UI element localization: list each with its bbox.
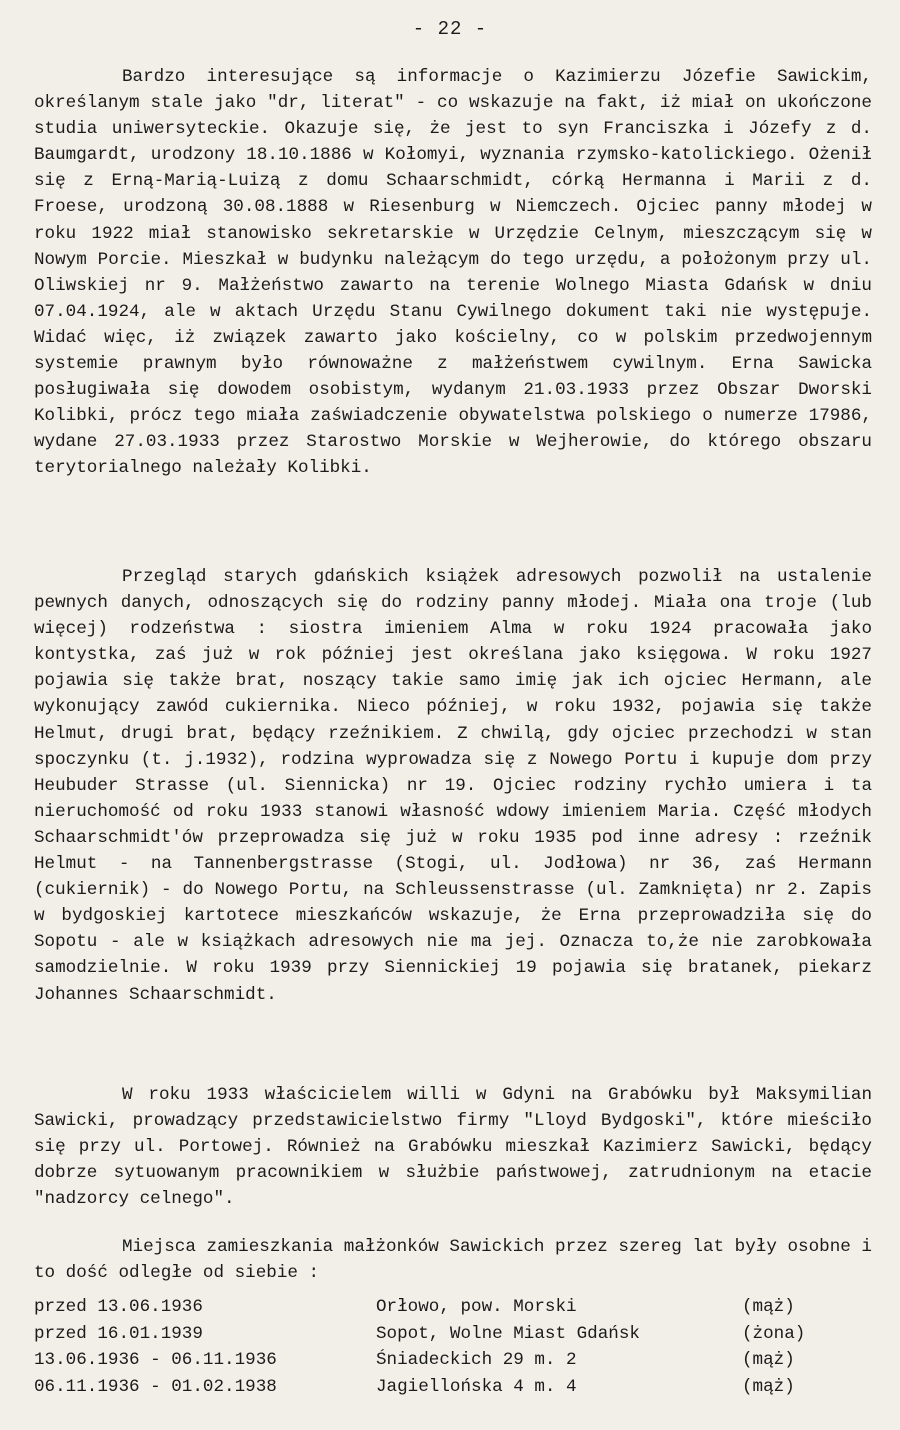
paragraph-residences-intro: Miejsca zamieszkania małżonków Sawickich przez szereg lat były osobne i to dość odległe od siebie : <box>34 1237 872 1284</box>
residence-date: 13.06.1936 - 06.11.1936 <box>34 1350 277 1371</box>
residence-person: (mąż) <box>742 1350 795 1371</box>
residence-row <box>34 1294 872 1321</box>
residence-person: (żona) <box>742 1323 806 1344</box>
residence-person: (mąż) <box>742 1297 795 1317</box>
residence-row <box>34 1347 872 1374</box>
paragraph-bride-family: Przegląd starych gdańskich książek adresowych pozwolił na ustalenie pewnych danych, odnoszących się do rodziny panny młodej. Miała ona troje (lub więcej) rodzeństwa : siostra imieniem Alma w roku 1924 pracowała jako kontystka, zaś już w rok później jest określana jako księgowa. W roku 1927 pojawia się także brat, noszący takie samo imię jak ich ojciec Hermann, ale wykonujący zawód cukiernika. Nieco później, w roku 1932, pojawia się także Helmut, drugi brat, będący rzeźnikiem. Z chwilą, gdy ojciec przechodzi w stan spoczynku (t. j.1932), rodzina wyprowadza się z Nowego Portu i kupuje dom przy Heubuder Strasse (ul. Siennicka) nr 19. Ojciec rodziny rychło umiera i ta nieruchomość od roku 1933 stanowi własność wdowy imieniem Maria. Część młodych Schaarschmidt'ów przeprowadza się już w roku 1935 pod inne adresy : rzeźnik Helmut - na Tannenbergstrasse (Stogi, ul. Jodłowa) nr 36, zaś Hermann (cukiernik) - do Nowego Portu, na Schleussenstrasse (ul. Zamknięta) nr 2. Zapis w bydgoskiej kartotece mieszkańców wskazuje, że Erna przeprowadziła się do Sopotu - ale w książkach adresowych nie ma jej. Oznacza to,że nie zarobkowała samodzielnie. W roku 1939 przy Siennickiej 19 pojawia się bratanek, piekarz Johannes Schaarschmidt. <box>34 567 872 1005</box>
residence-place: Sopot, Wolne Miast Gdańsk <box>376 1323 640 1344</box>
paragraph-grabowek-residents: W roku 1933 właścicielem willi w Gdyni na Grabówku był Maksymilian Sawicki, prowadzący przedstawicielstwo firmy "Lloyd Bydgoski", które mieściło się przy ul. Portowej. Również na Grabówku mieszkał Kazimierz Sawicki, będący dobrze sytuowanym pracownikiem w służbie państwowej, zatrudnionym na etacie "nadzorcy celnego". <box>34 1085 872 1210</box>
residence-row <box>34 1374 872 1401</box>
residence-place: Śniadeckich 29 m. 2 <box>376 1350 577 1371</box>
residence-table <box>34 1294 872 1400</box>
residence-place: Orłowo, pow. Morski <box>376 1297 577 1317</box>
residence-date: przed 13.06.1936 <box>34 1297 203 1317</box>
residence-date: 06.11.1936 - 01.02.1938 <box>34 1376 277 1397</box>
paragraph-sawicki-biography: Bardzo interesujące są informacje o Kazimierzu Józefie Sawickim, określanym stale jako "dr, literat" - co wskazuje na fakt, iż miał on ukończone studia uniwersyteckie. Okazuje się, że jest to syn Franciszka i Józefy z d. Baumgardt, urodzony 18.10.1886 w Kołomyi, wyznania rzymsko-katolickiego. Ożenił się z Erną-Marią-Luizą z domu Schaarschmidt, córką Hermanna i Marii z d. Froese, urodzoną 30.08.1888 w Riesenburg w Niemczech. Ojciec panny młodej w roku 1922 miał stanowisko sekretarskie w Urzędzie Celnym, mieszczącym się w Nowym Porcie. Mieszkał w budynku należącym do tego urzędu, a położonym przy ul. Oliwskiej nr 9. Małżeństwo zawarto na terenie Wolnego Miasta Gdańsk w dniu 07.04.1924, ale w aktach Urzędu Stanu Cywilnego dokument taki nie występuje. Widać więc, iż związek zawarto jako kościelny, co w polskim przedwojennym systemie prawnym było równoważne z małżeństwem cywilnym. Erna Sawicka posługiwała się dowodem osobistym, wydanym 21.03.1933 przez Obszar Dworski Kolibki, prócz tego miała zaświadczenie obywatelstwa polskiego o numerze 17986, wydane 27.03.1933 przez Starostwo Morskie w Wejherowie, do którego obszaru terytorialnego należały Kolibki. <box>34 67 872 479</box>
residence-row <box>34 1321 872 1348</box>
residence-place: Jagiellońska 4 m. 4 <box>376 1376 577 1397</box>
residence-person: (mąż) <box>742 1376 795 1397</box>
page-number: - 22 - <box>412 18 488 40</box>
residence-date: przed 16.01.1939 <box>34 1323 203 1344</box>
